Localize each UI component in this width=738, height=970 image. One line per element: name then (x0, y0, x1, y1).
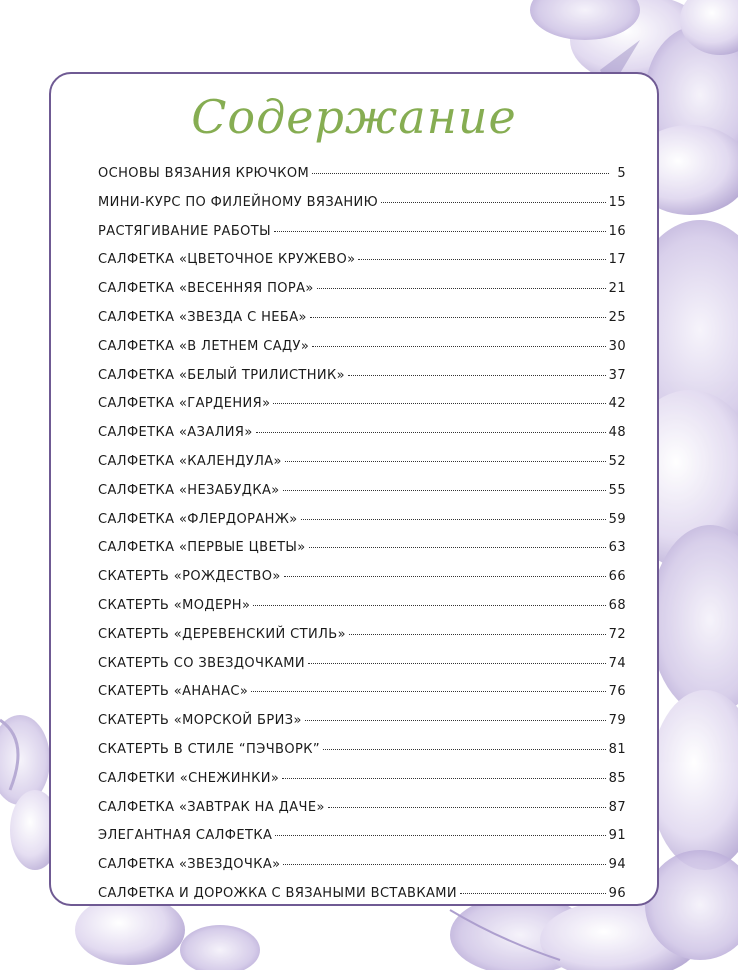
toc-entry[interactable] (98, 569, 626, 598)
toc-entry-label: САЛФЕТКА «КАЛЕНДУЛА» (98, 453, 282, 469)
toc-dot-leader (301, 519, 606, 520)
toc-entry-page-number: 96 (608, 885, 626, 901)
toc-entry-page-number: 37 (608, 367, 626, 383)
toc-entry-page-number: 15 (608, 194, 626, 210)
toc-entry-label: САЛФЕТКА «ЗАВТРАК НА ДАЧЕ» (98, 799, 325, 815)
toc-entry-page-number: 68 (608, 597, 626, 613)
toc-dot-leader (358, 259, 605, 260)
toc-entry[interactable] (98, 483, 626, 512)
toc-dot-leader (317, 288, 606, 289)
toc-entry[interactable] (98, 713, 626, 742)
toc-list (98, 166, 626, 915)
toc-entry[interactable] (98, 281, 626, 310)
toc-entry-label: САЛФЕТКА «ГАРДЕНИЯ» (98, 396, 271, 412)
toc-entry-label: САЛФЕТКА «НЕЗАБУДКА» (98, 482, 280, 498)
toc-entry-page-number: 66 (608, 569, 626, 585)
toc-entry[interactable] (98, 425, 626, 454)
toc-dot-leader (460, 893, 606, 894)
toc-dot-leader (309, 547, 606, 548)
toc-dot-leader (283, 490, 606, 491)
toc-entry[interactable] (98, 540, 626, 569)
toc-dot-leader (282, 778, 605, 779)
toc-dot-leader (253, 605, 605, 606)
toc-entry-page-number: 79 (608, 713, 626, 729)
toc-entry-label: САЛФЕТКИ «СНЕЖИНКИ» (98, 770, 280, 786)
toc-entry-page-number: 17 (608, 252, 626, 268)
toc-dot-leader (275, 835, 605, 836)
toc-entry-page-number: 25 (608, 309, 626, 325)
table-of-contents-frame (49, 72, 659, 906)
toc-dot-leader (273, 403, 605, 404)
toc-entry-page-number: 59 (608, 511, 626, 527)
toc-entry[interactable] (98, 512, 626, 541)
toc-entry[interactable] (98, 656, 626, 685)
toc-entry-label: САЛФЕТКА «БЕЛЫЙ ТРИЛИСТНИК» (98, 367, 346, 383)
toc-entry-label: САЛФЕТКА «ЦВЕТОЧНОЕ КРУЖЕВО» (98, 252, 356, 268)
toc-entry[interactable] (98, 339, 626, 368)
toc-entry-page-number: 16 (608, 223, 626, 239)
toc-entry-label: РАСТЯГИВАНИЕ РАБОТЫ (98, 223, 271, 239)
toc-entry[interactable] (98, 195, 626, 224)
toc-entry[interactable] (98, 224, 626, 253)
toc-entry-page-number: 30 (608, 338, 626, 354)
toc-entry[interactable] (98, 454, 626, 483)
toc-entry-page-number: 94 (608, 857, 626, 873)
toc-entry-page-number: 63 (608, 540, 626, 556)
toc-entry-label: САЛФЕТКА «АЗАЛИЯ» (98, 425, 253, 441)
toc-entry-label: САЛФЕТКА «ЗВЕЗДА С НЕБА» (98, 309, 307, 325)
toc-entry-page-number: 42 (608, 396, 626, 412)
toc-entry-page-number: 87 (608, 799, 626, 815)
toc-entry[interactable] (98, 886, 626, 915)
toc-entry-label: МИНИ-КУРС ПО ФИЛЕЙНОМУ ВЯЗАНИЮ (98, 194, 379, 210)
toc-dot-leader (274, 231, 606, 232)
toc-dot-leader (251, 691, 605, 692)
toc-entry-label: САЛФЕТКА «ПЕРВЫЕ ЦВЕТЫ» (98, 540, 306, 556)
toc-dot-leader (310, 317, 606, 318)
toc-entry-label: САЛФЕТКА «ФЛЕРДОРАНЖ» (98, 511, 298, 527)
toc-entry-page-number: 5 (617, 166, 626, 181)
toc-dot-leader (381, 202, 606, 203)
toc-entry[interactable] (98, 828, 626, 857)
toc-dot-leader (349, 634, 606, 635)
toc-entry-label: СКАТЕРТЬ «МОРСКОЙ БРИЗ» (98, 713, 302, 729)
toc-dot-leader (284, 576, 606, 577)
toc-entry-label: ОСНОВЫ ВЯЗАНИЯ КРЮЧКОМ (98, 166, 310, 181)
toc-dot-leader (308, 663, 606, 664)
toc-entry-label: СКАТЕРТЬ В СТИЛЕ “ПЭЧВОРК” (98, 741, 320, 757)
toc-entry-label: САЛФЕТКА И ДОРОЖКА С ВЯЗАНЫМИ ВСТАВКАМИ (98, 885, 458, 901)
toc-entry[interactable] (98, 396, 626, 425)
toc-entry[interactable] (98, 166, 626, 195)
toc-entry[interactable] (98, 310, 626, 339)
toc-entry-page-number: 76 (608, 684, 626, 700)
toc-entry-page-number: 72 (608, 626, 626, 642)
toc-entry-label: СКАТЕРТЬ «РОЖДЕСТВО» (98, 569, 281, 585)
toc-dot-leader (305, 720, 606, 721)
toc-entry[interactable] (98, 800, 626, 829)
toc-dot-leader (256, 432, 606, 433)
toc-entry-page-number: 81 (608, 741, 626, 757)
toc-entry-label: СКАТЕРТЬ «АНАНАС» (98, 684, 249, 700)
toc-entry[interactable] (98, 684, 626, 713)
toc-entry[interactable] (98, 771, 626, 800)
toc-entry-label: САЛФЕТКА «В ЛЕТНЕМ САДУ» (98, 338, 310, 354)
toc-entry-page-number: 55 (608, 482, 626, 498)
toc-dot-leader (285, 461, 606, 462)
toc-dot-leader (312, 346, 605, 347)
toc-entry-label: САЛФЕТКА «ЗВЕЗДОЧКА» (98, 857, 281, 873)
toc-entry-page-number: 21 (608, 281, 626, 297)
toc-entry-label: ЭЛЕГАНТНАЯ САЛФЕТКА (98, 828, 273, 844)
toc-entry-label: СКАТЕРТЬ «МОДЕРН» (98, 597, 251, 613)
toc-entry-label: СКАТЕРТЬ «ДЕРЕВЕНСКИЙ СТИЛЬ» (98, 626, 346, 642)
toc-entry[interactable] (98, 742, 626, 771)
toc-entry-page-number: 74 (608, 655, 626, 671)
toc-dot-leader (312, 173, 609, 174)
toc-dot-leader (348, 375, 606, 376)
toc-entry-label: САЛФЕТКА «ВЕСЕННЯЯ ПОРА» (98, 281, 314, 297)
toc-dot-leader (328, 807, 606, 808)
toc-entry[interactable] (98, 857, 626, 886)
toc-entry[interactable] (98, 598, 626, 627)
toc-entry[interactable] (98, 368, 626, 397)
toc-entry-page-number: 52 (608, 453, 626, 469)
toc-entry-page-number: 85 (608, 770, 626, 786)
toc-title: Содержание (191, 90, 517, 144)
toc-entry[interactable] (98, 252, 626, 281)
toc-entry[interactable] (98, 627, 626, 656)
toc-entry-page-number: 91 (608, 828, 626, 844)
toc-dot-leader (323, 749, 606, 750)
toc-entry-page-number: 48 (608, 425, 626, 441)
toc-dot-leader (283, 864, 605, 865)
toc-entry-label: СКАТЕРТЬ СО ЗВЕЗДОЧКАМИ (98, 655, 305, 671)
